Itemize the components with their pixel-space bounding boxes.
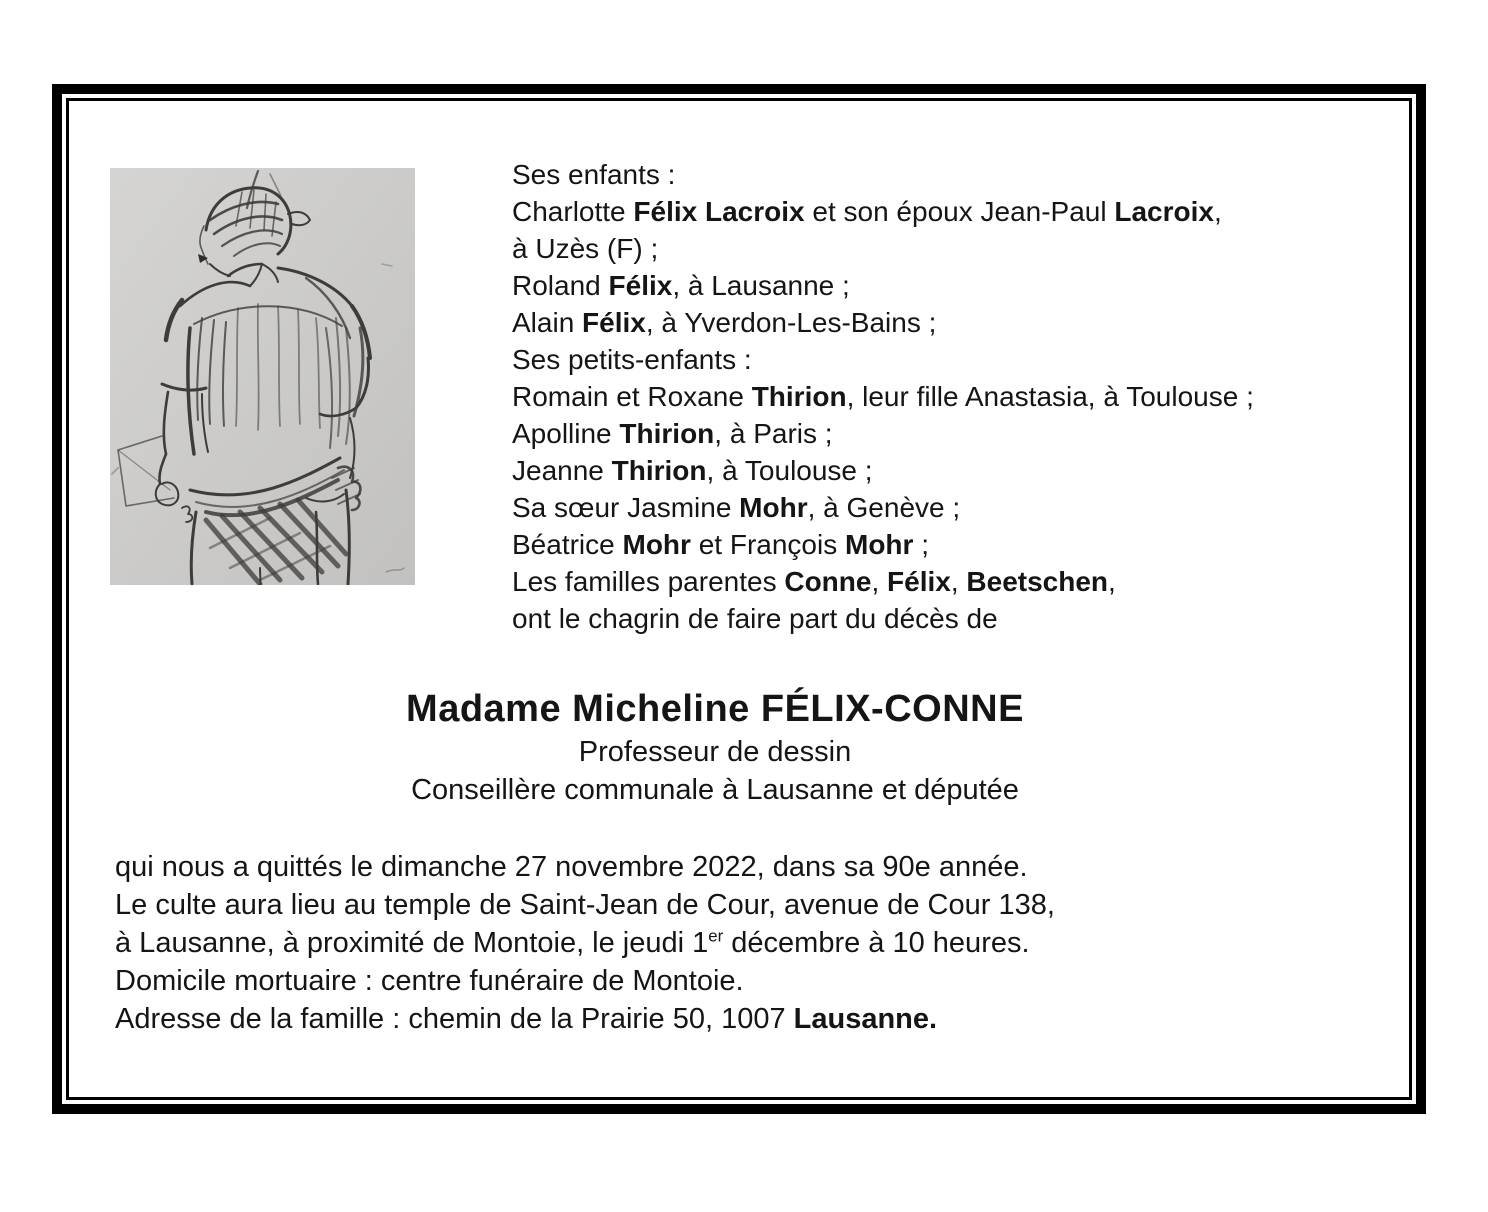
text-segment: , xyxy=(1108,566,1116,597)
text-line xyxy=(512,452,1412,489)
text-segment: , xyxy=(1213,196,1222,227)
emphasized-text: Lausanne. xyxy=(793,1003,938,1035)
deceased-block xyxy=(0,688,1430,809)
text-segment: Ses enfants : xyxy=(512,159,676,190)
text-segment: et François xyxy=(690,529,845,560)
text-segment: , à Yverdon-Les-Bains ; xyxy=(645,307,937,338)
emphasized-text: Félix xyxy=(887,566,951,597)
text-segment: à Uzès (F) ; xyxy=(512,233,659,264)
emphasized-text: Lacroix xyxy=(1114,196,1214,227)
emphasized-text: Mohr xyxy=(739,492,808,523)
funeral-details xyxy=(115,848,1395,1038)
text-segment: , à Lausanne ; xyxy=(672,270,850,301)
text-segment: , à Toulouse ; xyxy=(706,455,873,486)
portrait-sketch-drawing xyxy=(110,168,415,585)
text-line xyxy=(115,962,1395,1000)
text-segment: er xyxy=(708,926,724,946)
text-segment: Alain xyxy=(512,307,583,338)
emphasized-text: Conne xyxy=(784,566,872,597)
text-segment: Jeanne xyxy=(512,455,612,486)
text-segment: ; xyxy=(913,529,929,560)
text-segment: , à Paris ; xyxy=(714,418,833,449)
text-line xyxy=(512,415,1412,452)
text-segment: Apolline xyxy=(512,418,620,449)
text-segment: Adresse de la famille : chemin de la Prairie 50, 1007 xyxy=(115,1003,794,1035)
emphasized-text: Mohr xyxy=(845,529,914,560)
text-segment: qui nous a quittés le dimanche 27 novembre 2022, dans sa 90e année. xyxy=(115,851,1028,883)
text-line xyxy=(115,848,1395,886)
text-line xyxy=(512,267,1412,304)
text-segment: , xyxy=(871,566,888,597)
text-segment: , à Genève ; xyxy=(807,492,961,523)
deceased-profession: Professeur de dessin xyxy=(578,736,852,768)
text-line xyxy=(512,489,1412,526)
text-segment: et son époux Jean-Paul xyxy=(804,196,1115,227)
text-segment: Roland xyxy=(512,270,609,301)
text-segment: Les familles parentes xyxy=(512,566,785,597)
deceased-name: Madame Micheline FÉLIX-CONNE xyxy=(406,688,1024,730)
deceased-role: Conseillère communale à Lausanne et députée xyxy=(411,774,1019,806)
text-line xyxy=(512,563,1412,600)
text-segment: décembre à 10 heures. xyxy=(723,927,1030,959)
text-line xyxy=(512,156,1412,193)
text-line xyxy=(512,341,1412,378)
text-line xyxy=(512,193,1412,230)
text-line xyxy=(115,1000,1395,1038)
emphasized-text: Félix xyxy=(608,270,673,301)
text-segment: Sa sœur Jasmine xyxy=(512,492,740,523)
text-segment: à Lausanne, à proximité de Montoie, le jeudi 1 xyxy=(115,927,709,959)
text-line xyxy=(115,886,1395,924)
emphasized-text: Beetschen xyxy=(966,566,1109,597)
text-line xyxy=(512,378,1412,415)
emphasized-text: Thirion xyxy=(619,418,715,449)
text-line xyxy=(512,304,1412,341)
text-segment: ont le chagrin de faire part du décès de xyxy=(512,603,998,634)
emphasized-text: Félix xyxy=(582,307,646,338)
emphasized-text: Mohr xyxy=(622,529,691,560)
emphasized-text: Thirion xyxy=(751,381,847,412)
text-line xyxy=(512,600,1412,637)
text-segment: , leur fille Anastasia, à Toulouse ; xyxy=(846,381,1254,412)
text-segment: Domicile mortuaire : centre funéraire de Montoie. xyxy=(115,965,744,997)
text-segment: Ses petits-enfants : xyxy=(512,344,752,375)
text-segment: Le culte aura lieu au temple de Saint-Jean de Cour, avenue de Cour 138, xyxy=(115,889,1055,921)
family-list xyxy=(512,156,1412,637)
text-line xyxy=(512,230,1412,267)
text-segment: Charlotte xyxy=(512,196,634,227)
emphasized-text: Félix Lacroix xyxy=(633,196,805,227)
text-segment: Béatrice xyxy=(512,529,623,560)
portrait-sketch xyxy=(110,168,415,585)
text-line xyxy=(115,924,1395,962)
emphasized-text: Thirion xyxy=(611,455,707,486)
text-segment: Romain et Roxane xyxy=(512,381,752,412)
text-segment: , xyxy=(950,566,967,597)
text-line xyxy=(512,526,1412,563)
